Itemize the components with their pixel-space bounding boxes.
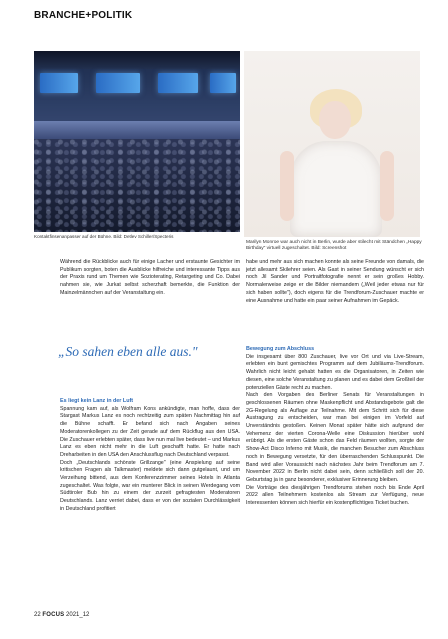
magazine-brand: FOCUS [42,612,65,618]
column-left-top [60,259,240,298]
issue-number: 2021_12 [66,612,90,618]
column-right-bottom [246,346,424,508]
paragraph: Nach den Vorgaben des Berliner Senats für Veranstaltungen in geschlossenen Räumen ohne Maskenpflicht und Abstandsgebote galt die 2G-Regelung als Auflage zur Teilnahme. Mit dem Schritt sich für diese Austragung zu entscheiden, war man bei einigen im Vorfeld auf Unverständnis gestoßen. Keinen Monat später hätte sich aufgrund der Vehemenz der vierten Corona-Welle eine Diskussion hierüber wohl erübrigt. Als die ersten Gäste schon das Feld räumen wollten, sorgte der Show-Act Disco Inferno mit Musik, die manchen Besucher zum Abschluss noch in Bewegung versetzte, für den überraschenden Schlusspunkt. Die Band wird aller Voraussicht nach nächstes Jahr beim Trendforum am 7. November 2022 in Berlin nicht dabei sein, denn schließlich soll der 20. Geburtstag ja in ganz besonderer, exklusiver Erinnerung bleiben. [246,392,424,483]
page-footer [34,612,89,618]
subheading-lanz: Es liegt kein Lanz in der Luft [60,398,134,404]
page-number: 22 [34,612,41,618]
paragraph: Während die Rückblicke auch für einige Lacher und erstaunte Gesichter im Publikum sorgten, boten die Ausblicke hilfreiche und interessante Tipps aus der Praxis rund um Themen wie Sozioterating, Retargeting und Co. Dabei nahmen sie, wie Jurkat selbst scherzhaft bemerkte, die Funktion der Mainzelmännchen auf der Veranstaltung ein. [60,259,240,296]
column-left-bottom [60,398,240,514]
column-right-top [246,259,424,305]
marilyn-photo-caption: Marilyn Monroe war auch nicht in Berlin, wurde aber stilecht mit Ständchen „Happy Birthday" virtuell zugeschaltet. Bild: Screenshot [246,240,422,252]
stage-photo [34,51,240,232]
paragraph: Spannung kam auf, als Wolfram Kons ankündigte, man hoffe, dass der Stargast Markus Lanz es noch rechtzeitig zum späten Nachmittag hin auf die Bühne schafft. Er befand sich nach Angaben seines Moderatorenkollegen zu der Zeit gerade auf dem Rückflug aus den USA. Die Zuschauer erlebten später, dass live nun mal live bedeutet – und Markus Lanz es eben nicht mehr in die Luft geschafft hatte. Er hatte nach Dreharbeiten in den USA den Anschlussflug nach Deutschland verpasst. [60,405,240,458]
paragraph: Die insgesamt über 800 Zuschauer, live vor Ort und via Live-Stream, erlebten ein bunt gemischtes Programm auf dem Jubiläums-Trendforum. Wahrlich nicht leicht gehabt hatten es die Organisatoren, in Zeiten wie diesen, eine solche Veranstaltung zu planen und es dabei dem Großteil der potenziellen Gäste recht zu machen. [246,353,424,391]
section-label: BRANCHE+POLITIK [34,10,133,21]
paragraph: habe und mehr aus sich machen konnte als seine Freunde von damals, die jetzt allesamt Skilehrer seien. Als Gast in seiner Sendung wünscht er sich noch Jil Sander und Portraitfotografie nennt er sein großes Hobby. Normalerweise zeige er die Bilder niemandem („Weil jeder etwas nur für sich haben sollte"), doch eigens für die Trendforum-Zuschauer machte er eine Ausnahme und hatte ein paar seiner Aufnahmen im Gepäck. [246,259,424,304]
subheading-abschluss: Bewegung zum Abschluss [246,346,315,352]
pull-quote: „So sahen eben alle aus." [58,344,198,359]
stage-photo-caption: Kontaktfinsenanpasser auf der Bühne. Bild: Detlev Schiller/Specteris [34,234,174,239]
paragraph: Die Vorträge des diesjährigen Trendforums stehen noch bis Ende April 2022 allen Teilnehmern kostenlos als Stream zur Verfügung, neue Interessenten können sich hierfür ein kostenpflichtiges Ticket buchen. [246,484,424,507]
marilyn-photo [244,51,420,237]
paragraph: Doch „Deutschlands schönste Grillzange" (eine Anspielung auf seine kritischen Fragen als Talkmaster) meldete sich dann gutgelaunt, und um Verzeihung bittend, aus dem Konferenzzimmer seines Hotels in Atlanta zugeschaltet. Was folgte, war ein munterer Blick in seinen Werdegang vom Südtiroler Bub hin zu einem der zurzeit gefragtesten Moderatoren Deutschlands. Lanz verriet dabei, dass er von der sozialen Durchlässigkeit in Deutschland profitiert [60,459,240,512]
